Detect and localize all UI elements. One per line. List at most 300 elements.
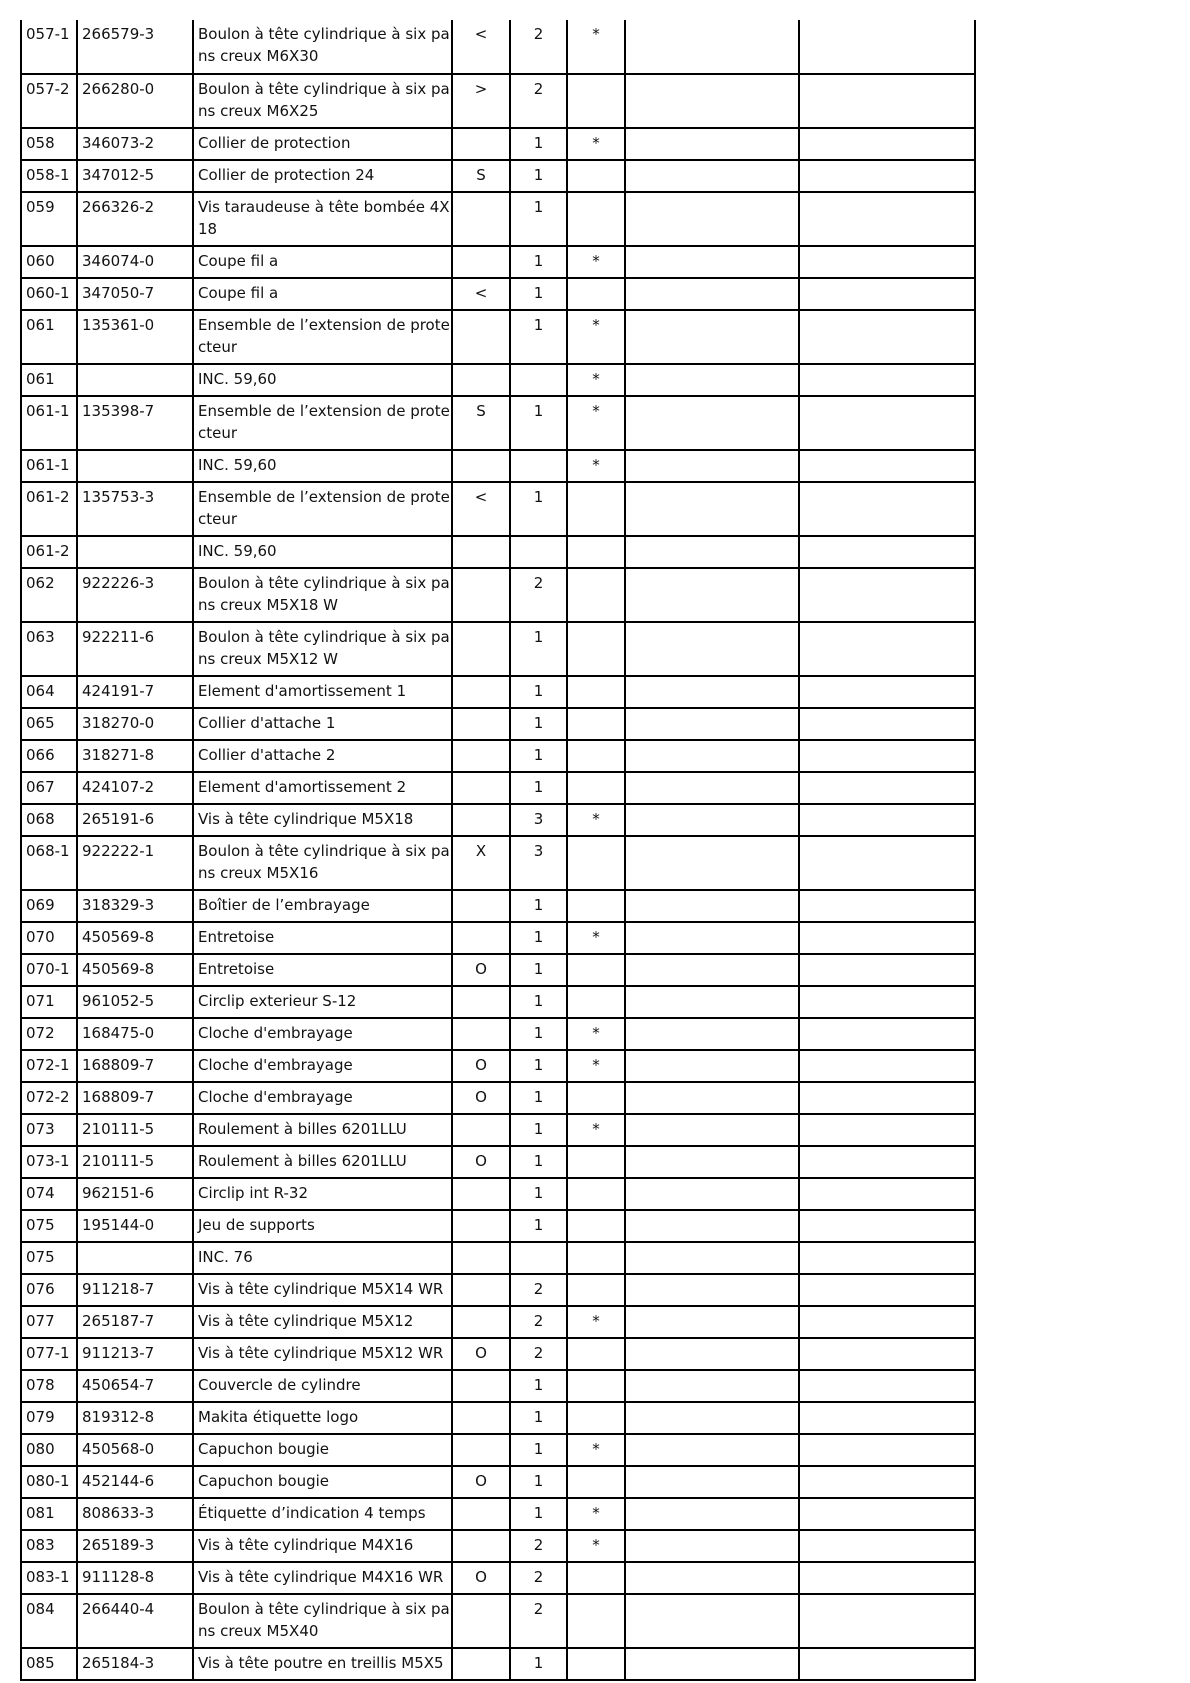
marker-cell: * [567, 246, 625, 278]
blank-cell [625, 986, 799, 1018]
table-row [21, 1338, 975, 1370]
quantity-cell: 1 [510, 482, 567, 536]
part-number-cell: 450654-7 [77, 1370, 193, 1402]
note-symbol-cell [452, 364, 510, 396]
blank-cell [799, 954, 975, 986]
table-row [21, 1562, 975, 1594]
part-number-cell: 347012-5 [77, 160, 193, 192]
note-symbol-cell [452, 310, 510, 364]
table-row [21, 986, 975, 1018]
quantity-cell [510, 364, 567, 396]
quantity-cell: 1 [510, 1402, 567, 1434]
blank-cell [625, 1018, 799, 1050]
item-number-cell: 085 [21, 1648, 77, 1680]
item-number-cell: 083-1 [21, 1562, 77, 1594]
note-symbol-cell [452, 1114, 510, 1146]
blank-cell [625, 1466, 799, 1498]
blank-cell [625, 1594, 799, 1648]
description-cell: Vis à tête poutre en treillis M5X5 [193, 1648, 452, 1680]
blank-cell [625, 1530, 799, 1562]
part-number-cell: 962151-6 [77, 1178, 193, 1210]
note-symbol-cell [452, 1274, 510, 1306]
part-number-cell: 346074-0 [77, 246, 193, 278]
note-symbol-cell: O [452, 1338, 510, 1370]
item-number-cell: 069 [21, 890, 77, 922]
blank-cell [625, 1306, 799, 1338]
parts-table-body [21, 20, 975, 1680]
quantity-cell: 1 [510, 160, 567, 192]
blank-cell [799, 622, 975, 676]
part-number-cell: 168475-0 [77, 1018, 193, 1050]
part-number-cell: 346073-2 [77, 128, 193, 160]
description-cell: Vis à tête cylindrique M4X16 [193, 1530, 452, 1562]
blank-cell [799, 1434, 975, 1466]
item-number-cell: 061-2 [21, 482, 77, 536]
description-cell: Element d'amortissement 2 [193, 772, 452, 804]
item-number-cell: 071 [21, 986, 77, 1018]
item-number-cell: 061 [21, 364, 77, 396]
item-number-cell: 076 [21, 1274, 77, 1306]
note-symbol-cell [452, 128, 510, 160]
blank-cell [799, 1562, 975, 1594]
marker-cell: * [567, 804, 625, 836]
table-row [21, 278, 975, 310]
blank-cell [625, 536, 799, 568]
marker-cell: * [567, 1434, 625, 1466]
note-symbol-cell: X [452, 836, 510, 890]
table-row [21, 1466, 975, 1498]
blank-cell [625, 772, 799, 804]
part-number-cell: 265184-3 [77, 1648, 193, 1680]
part-number-cell: 168809-7 [77, 1050, 193, 1082]
blank-cell [799, 1338, 975, 1370]
item-number-cell: 066 [21, 740, 77, 772]
quantity-cell: 1 [510, 1018, 567, 1050]
quantity-cell: 1 [510, 740, 567, 772]
marker-cell [567, 1370, 625, 1402]
part-number-cell: 911213-7 [77, 1338, 193, 1370]
description-cell: Ensemble de l’extension de protecteur [193, 482, 452, 536]
part-number-cell [77, 364, 193, 396]
blank-cell [799, 772, 975, 804]
note-symbol-cell [452, 568, 510, 622]
note-symbol-cell: < [452, 482, 510, 536]
marker-cell: * [567, 1306, 625, 1338]
blank-cell [799, 1050, 975, 1082]
note-symbol-cell [452, 772, 510, 804]
table-row [21, 1370, 975, 1402]
blank-cell [625, 1402, 799, 1434]
blank-cell [625, 740, 799, 772]
marker-cell [567, 482, 625, 536]
note-symbol-cell [452, 922, 510, 954]
blank-cell [799, 922, 975, 954]
marker-cell [567, 836, 625, 890]
note-symbol-cell: O [452, 1146, 510, 1178]
marker-cell: * [567, 1050, 625, 1082]
note-symbol-cell: S [452, 160, 510, 192]
table-row [21, 954, 975, 986]
blank-cell [625, 160, 799, 192]
table-row [21, 536, 975, 568]
blank-cell [799, 482, 975, 536]
table-row [21, 1594, 975, 1648]
blank-cell [799, 1082, 975, 1114]
note-symbol-cell [452, 804, 510, 836]
marker-cell: * [567, 1018, 625, 1050]
note-symbol-cell: S [452, 396, 510, 450]
item-number-cell: 081 [21, 1498, 77, 1530]
table-row [21, 740, 975, 772]
blank-cell [625, 1242, 799, 1274]
marker-cell [567, 772, 625, 804]
marker-cell [567, 622, 625, 676]
marker-cell [567, 986, 625, 1018]
blank-cell [799, 396, 975, 450]
marker-cell [567, 954, 625, 986]
quantity-cell: 1 [510, 1210, 567, 1242]
quantity-cell: 1 [510, 1082, 567, 1114]
description-cell: Étiquette d’indication 4 temps [193, 1498, 452, 1530]
description-cell: INC. 59,60 [193, 364, 452, 396]
description-cell: Cloche d'embrayage [193, 1082, 452, 1114]
part-number-cell: 265189-3 [77, 1530, 193, 1562]
description-cell: Couvercle de cylindre [193, 1370, 452, 1402]
part-number-cell: 135361-0 [77, 310, 193, 364]
description-cell: Collier d'attache 1 [193, 708, 452, 740]
quantity-cell: 1 [510, 676, 567, 708]
marker-cell: * [567, 1114, 625, 1146]
description-cell: Boîtier de l’embrayage [193, 890, 452, 922]
quantity-cell: 2 [510, 74, 567, 128]
blank-cell [799, 1648, 975, 1680]
table-row [21, 74, 975, 128]
table-row [21, 568, 975, 622]
blank-cell [625, 1562, 799, 1594]
marker-cell [567, 1594, 625, 1648]
description-cell: Roulement à billes 6201LLU [193, 1146, 452, 1178]
marker-cell [567, 740, 625, 772]
quantity-cell: 2 [510, 1274, 567, 1306]
note-symbol-cell: > [452, 74, 510, 128]
table-row [21, 1242, 975, 1274]
table-row [21, 1306, 975, 1338]
item-number-cell: 064 [21, 676, 77, 708]
note-symbol-cell [452, 1018, 510, 1050]
marker-cell [567, 676, 625, 708]
item-number-cell: 061-2 [21, 536, 77, 568]
blank-cell [625, 568, 799, 622]
description-cell: Boulon à tête cylindrique à six pans creux M6X25 [193, 74, 452, 128]
marker-cell [567, 568, 625, 622]
table-row [21, 1402, 975, 1434]
blank-cell [799, 568, 975, 622]
blank-cell [625, 450, 799, 482]
table-row [21, 192, 975, 246]
table-row [21, 676, 975, 708]
note-symbol-cell [452, 986, 510, 1018]
note-symbol-cell: < [452, 20, 510, 74]
note-symbol-cell [452, 740, 510, 772]
part-number-cell: 452144-6 [77, 1466, 193, 1498]
note-symbol-cell [452, 1498, 510, 1530]
quantity-cell: 1 [510, 1050, 567, 1082]
marker-cell [567, 536, 625, 568]
marker-cell [567, 278, 625, 310]
note-symbol-cell [452, 622, 510, 676]
item-number-cell: 079 [21, 1402, 77, 1434]
item-number-cell: 075 [21, 1210, 77, 1242]
blank-cell [799, 1146, 975, 1178]
part-number-cell: 922226-3 [77, 568, 193, 622]
note-symbol-cell [452, 1242, 510, 1274]
part-number-cell: 266326-2 [77, 192, 193, 246]
note-symbol-cell [452, 1594, 510, 1648]
blank-cell [799, 1210, 975, 1242]
blank-cell [625, 1338, 799, 1370]
quantity-cell: 1 [510, 772, 567, 804]
table-row [21, 482, 975, 536]
part-number-cell [77, 1242, 193, 1274]
part-number-cell: 911128-8 [77, 1562, 193, 1594]
marker-cell: * [567, 396, 625, 450]
parts-table [20, 20, 976, 1681]
marker-cell [567, 1274, 625, 1306]
note-symbol-cell: O [452, 1466, 510, 1498]
note-symbol-cell: O [452, 1562, 510, 1594]
table-row [21, 804, 975, 836]
blank-cell [799, 278, 975, 310]
part-number-cell: 450569-8 [77, 922, 193, 954]
quantity-cell: 1 [510, 1466, 567, 1498]
blank-cell [799, 708, 975, 740]
item-number-cell: 063 [21, 622, 77, 676]
quantity-cell: 1 [510, 986, 567, 1018]
blank-cell [799, 986, 975, 1018]
table-row [21, 1274, 975, 1306]
quantity-cell: 1 [510, 890, 567, 922]
part-number-cell: 266579-3 [77, 20, 193, 74]
item-number-cell: 061 [21, 310, 77, 364]
quantity-cell: 2 [510, 1306, 567, 1338]
blank-cell [799, 1242, 975, 1274]
table-row [21, 1114, 975, 1146]
description-cell: Capuchon bougie [193, 1466, 452, 1498]
blank-cell [625, 1082, 799, 1114]
blank-cell [799, 1018, 975, 1050]
description-cell: Circlip int R-32 [193, 1178, 452, 1210]
blank-cell [799, 804, 975, 836]
table-row [21, 922, 975, 954]
blank-cell [625, 836, 799, 890]
item-number-cell: 084 [21, 1594, 77, 1648]
item-number-cell: 065 [21, 708, 77, 740]
quantity-cell [510, 1242, 567, 1274]
marker-cell: * [567, 20, 625, 74]
blank-cell [625, 1370, 799, 1402]
part-number-cell: 195144-0 [77, 1210, 193, 1242]
note-symbol-cell [452, 1648, 510, 1680]
description-cell: Vis à tête cylindrique M5X18 [193, 804, 452, 836]
part-number-cell: 450569-8 [77, 954, 193, 986]
quantity-cell: 2 [510, 1594, 567, 1648]
blank-cell [625, 396, 799, 450]
part-number-cell: 168809-7 [77, 1082, 193, 1114]
blank-cell [799, 890, 975, 922]
blank-cell [625, 676, 799, 708]
marker-cell [567, 74, 625, 128]
note-symbol-cell [452, 536, 510, 568]
quantity-cell: 1 [510, 954, 567, 986]
description-cell: Entretoise [193, 954, 452, 986]
part-number-cell: 265187-7 [77, 1306, 193, 1338]
part-number-cell: 210111-5 [77, 1114, 193, 1146]
description-cell: Entretoise [193, 922, 452, 954]
item-number-cell: 061-1 [21, 450, 77, 482]
table-row [21, 1146, 975, 1178]
item-number-cell: 072-1 [21, 1050, 77, 1082]
item-number-cell: 070 [21, 922, 77, 954]
quantity-cell: 3 [510, 804, 567, 836]
note-symbol-cell [452, 192, 510, 246]
blank-cell [799, 1306, 975, 1338]
blank-cell [625, 482, 799, 536]
item-number-cell: 080-1 [21, 1466, 77, 1498]
item-number-cell: 057-1 [21, 20, 77, 74]
item-number-cell: 058-1 [21, 160, 77, 192]
blank-cell [799, 74, 975, 128]
table-row [21, 708, 975, 740]
item-number-cell: 072 [21, 1018, 77, 1050]
table-row [21, 364, 975, 396]
part-number-cell: 265191-6 [77, 804, 193, 836]
item-number-cell: 075 [21, 1242, 77, 1274]
item-number-cell: 078 [21, 1370, 77, 1402]
quantity-cell: 1 [510, 1146, 567, 1178]
quantity-cell: 3 [510, 836, 567, 890]
blank-cell [625, 1498, 799, 1530]
blank-cell [799, 450, 975, 482]
item-number-cell: 062 [21, 568, 77, 622]
description-cell: INC. 59,60 [193, 536, 452, 568]
table-row [21, 1434, 975, 1466]
description-cell: Circlip exterieur S-12 [193, 986, 452, 1018]
table-row [21, 1082, 975, 1114]
quantity-cell: 1 [510, 192, 567, 246]
marker-cell [567, 1402, 625, 1434]
table-row [21, 1050, 975, 1082]
table-row [21, 1210, 975, 1242]
quantity-cell: 1 [510, 622, 567, 676]
marker-cell: * [567, 922, 625, 954]
note-symbol-cell [452, 1210, 510, 1242]
table-row [21, 20, 975, 74]
marker-cell [567, 1178, 625, 1210]
item-number-cell: 077 [21, 1306, 77, 1338]
table-row [21, 1648, 975, 1680]
blank-cell [625, 804, 799, 836]
quantity-cell: 1 [510, 310, 567, 364]
blank-cell [799, 160, 975, 192]
blank-cell [625, 20, 799, 74]
description-cell: Vis à tête cylindrique M5X12 WR [193, 1338, 452, 1370]
part-number-cell: 318271-8 [77, 740, 193, 772]
blank-cell [799, 128, 975, 160]
blank-cell [625, 1434, 799, 1466]
blank-cell [625, 708, 799, 740]
part-number-cell: 424107-2 [77, 772, 193, 804]
blank-cell [799, 1466, 975, 1498]
blank-cell [799, 1114, 975, 1146]
blank-cell [799, 836, 975, 890]
table-row [21, 396, 975, 450]
note-symbol-cell [452, 1370, 510, 1402]
blank-cell [799, 246, 975, 278]
table-row [21, 246, 975, 278]
blank-cell [625, 1210, 799, 1242]
note-symbol-cell [452, 450, 510, 482]
quantity-cell: 2 [510, 20, 567, 74]
table-row [21, 1498, 975, 1530]
item-number-cell: 072-2 [21, 1082, 77, 1114]
quantity-cell: 2 [510, 1338, 567, 1370]
quantity-cell: 1 [510, 246, 567, 278]
description-cell: Jeu de supports [193, 1210, 452, 1242]
table-row [21, 1018, 975, 1050]
description-cell: Cloche d'embrayage [193, 1018, 452, 1050]
blank-cell [799, 1178, 975, 1210]
marker-cell [567, 1466, 625, 1498]
marker-cell [567, 708, 625, 740]
blank-cell [799, 740, 975, 772]
note-symbol-cell: O [452, 1050, 510, 1082]
item-number-cell: 073 [21, 1114, 77, 1146]
note-symbol-cell [452, 676, 510, 708]
blank-cell [625, 1648, 799, 1680]
quantity-cell [510, 536, 567, 568]
item-number-cell: 077-1 [21, 1338, 77, 1370]
description-cell: Boulon à tête cylindrique à six pans creux M6X30 [193, 20, 452, 74]
blank-cell [625, 890, 799, 922]
description-cell: Vis à tête cylindrique M5X14 WR [193, 1274, 452, 1306]
part-number-cell: 819312-8 [77, 1402, 193, 1434]
blank-cell [625, 278, 799, 310]
description-cell: Boulon à tête cylindrique à six pans creux M5X12 W [193, 622, 452, 676]
part-number-cell: 922222-1 [77, 836, 193, 890]
description-cell: Cloche d'embrayage [193, 1050, 452, 1082]
note-symbol-cell: < [452, 278, 510, 310]
description-cell: Coupe fil a [193, 278, 452, 310]
quantity-cell: 1 [510, 396, 567, 450]
blank-cell [625, 922, 799, 954]
description-cell: Capuchon bougie [193, 1434, 452, 1466]
note-symbol-cell: O [452, 1082, 510, 1114]
item-number-cell: 057-2 [21, 74, 77, 128]
marker-cell [567, 160, 625, 192]
description-cell: Collier de protection [193, 128, 452, 160]
description-cell: Collier de protection 24 [193, 160, 452, 192]
description-cell: Roulement à billes 6201LLU [193, 1114, 452, 1146]
quantity-cell: 2 [510, 1562, 567, 1594]
marker-cell: * [567, 1498, 625, 1530]
item-number-cell: 067 [21, 772, 77, 804]
table-row [21, 1178, 975, 1210]
item-number-cell: 070-1 [21, 954, 77, 986]
marker-cell: * [567, 310, 625, 364]
part-number-cell: 135398-7 [77, 396, 193, 450]
description-cell: Boulon à tête cylindrique à six pans creux M5X40 [193, 1594, 452, 1648]
marker-cell [567, 192, 625, 246]
